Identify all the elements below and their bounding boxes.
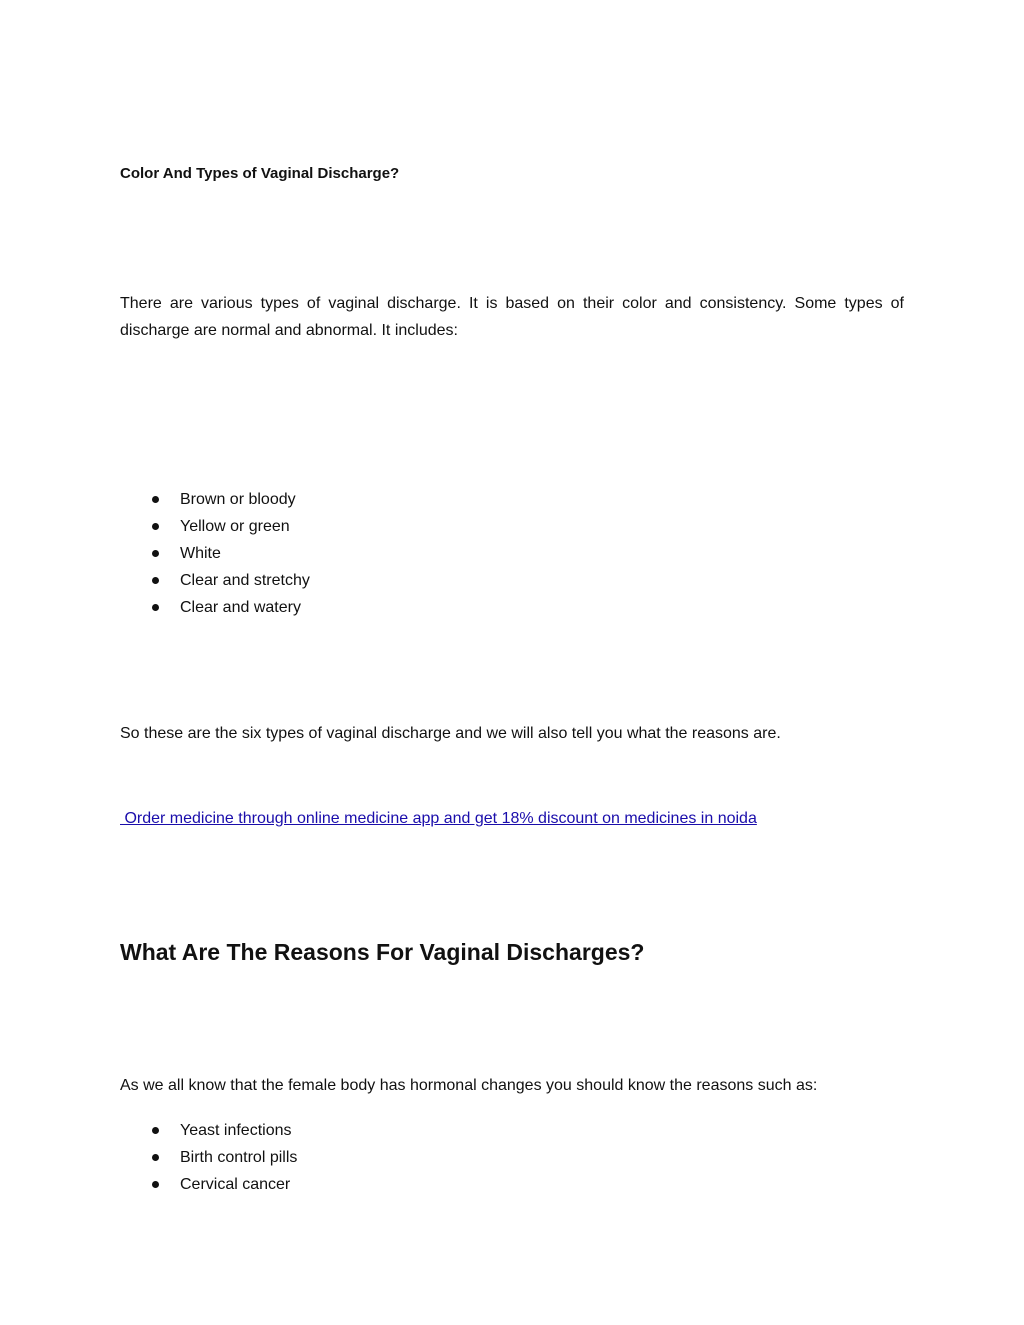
list-item <box>120 540 310 567</box>
reasons-list <box>120 1117 297 1198</box>
bullet-icon <box>152 604 159 611</box>
list-item <box>120 567 310 594</box>
bullet-icon <box>152 550 159 557</box>
bullet-icon <box>152 523 159 530</box>
list-item-text: Birth control pills <box>180 1149 298 1166</box>
discharge-types-list <box>120 486 310 621</box>
list-item-text: Cervical cancer <box>180 1176 291 1193</box>
list-item <box>120 1117 297 1144</box>
list-item <box>120 1171 297 1198</box>
list-item-text: Yellow or green <box>180 518 290 535</box>
bullet-icon <box>152 1154 159 1161</box>
list-item <box>120 486 310 513</box>
list-item-text: Yeast infections <box>180 1122 292 1139</box>
bullet-icon <box>152 496 159 503</box>
section-title: Color And Types of Vaginal Discharge? <box>120 165 400 182</box>
list-item-text: Clear and watery <box>180 599 301 616</box>
reasons-heading: What Are The Reasons For Vaginal Discharges? <box>120 939 645 965</box>
list-item <box>120 513 310 540</box>
summary-paragraph: So these are the six types of vaginal discharge and we will also tell you what the reasons are. <box>120 725 781 742</box>
order-medicine-link[interactable]: Order medicine through online medicine app and get 18% discount on medicines in noida <box>120 810 757 827</box>
list-item-text: White <box>180 545 221 562</box>
bullet-icon <box>152 577 159 584</box>
list-item <box>120 1144 297 1171</box>
bullet-icon <box>152 1181 159 1188</box>
list-item-text: Clear and stretchy <box>180 572 310 589</box>
list-item-text: Brown or bloody <box>180 491 296 508</box>
bullet-icon <box>152 1127 159 1134</box>
list-item <box>120 594 310 621</box>
reasons-intro-paragraph: As we all know that the female body has hormonal changes you should know the reasons such as: <box>120 1077 818 1094</box>
intro-paragraph: There are various types of vaginal discharge. It is based on their color and consistency. Some types of discharge are normal and abnormal. It includes: <box>120 295 904 339</box>
